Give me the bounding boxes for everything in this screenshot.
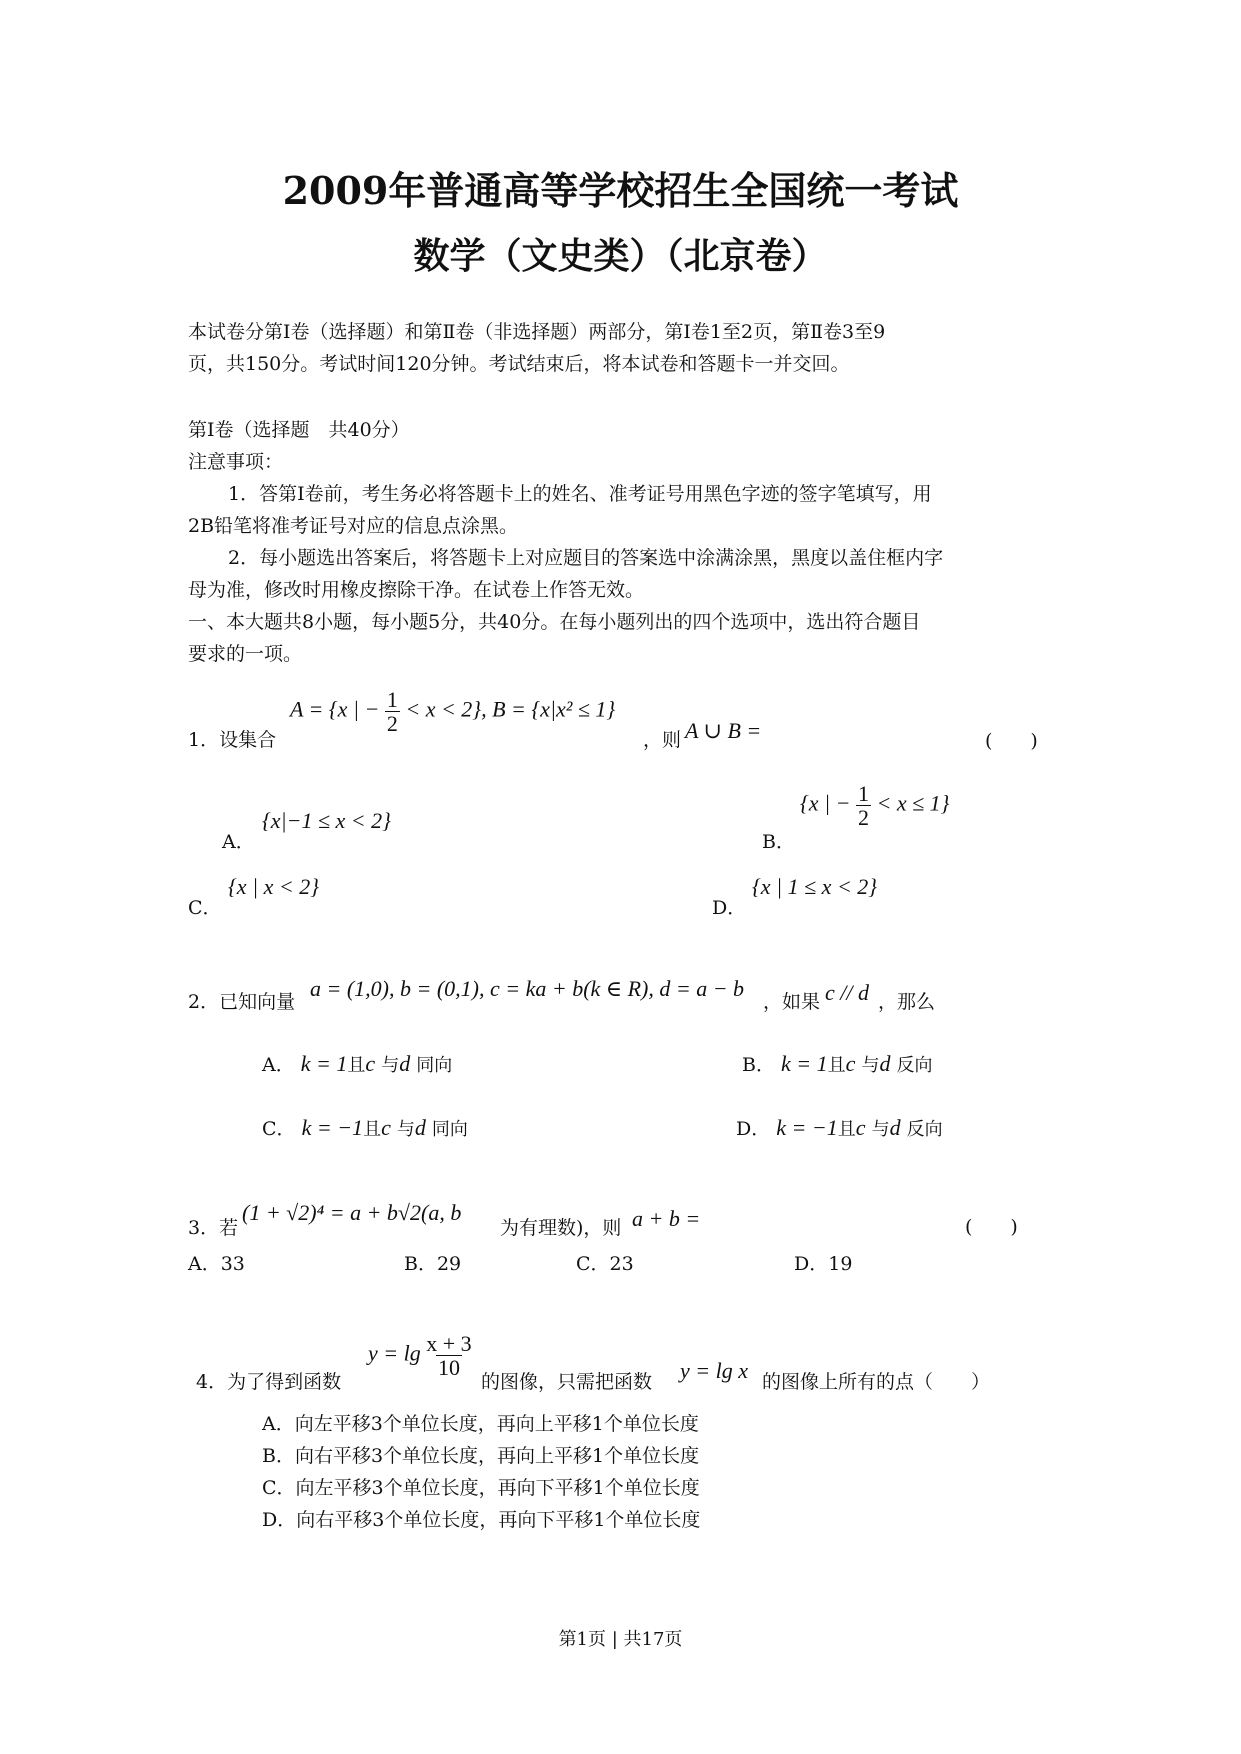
q4-option-c: C．向左平移3个单位长度，再向下平移1个单位长度 (262, 1477, 700, 1499)
page-footer: 第1页 | 共17页 (558, 1629, 683, 1650)
q3-option-a: A．33 (188, 1253, 245, 1275)
q1-mid-text: ，则 (643, 729, 682, 751)
q3-answer-paren: ( ) (965, 1216, 1018, 1238)
section1-line-2: 要求的一项。 (188, 643, 303, 665)
q4-mid-text: 的图像，只需把函数 (481, 1371, 653, 1393)
part1-heading: 第Ⅰ卷（选择题 共40分） (188, 419, 410, 441)
q3-expression: (1 + √2)⁴ = a + b√2(a, b (242, 1200, 462, 1225)
q3-mid-text: 为有理数)，则 (500, 1217, 622, 1239)
q1-option-c-label: C． (188, 897, 222, 919)
q1-set-expression: A = {x | − $\frac{1}{2}$ < x < 2}, B = {x|x² ≤ 1} (290, 687, 616, 737)
q2-option-d: D． k = −1且c 与d 反向 (736, 1115, 943, 1140)
q1-number: 1．设集合 (188, 729, 277, 751)
q3-sum-expression: a + b = (632, 1206, 701, 1231)
q4-option-a: A．向左平移3个单位长度，再向上平移1个单位长度 (262, 1413, 699, 1435)
notice-line-3: 2．每小题选出答案后，将答题卡上对应题目的答案选中涂满涂黑，黑度以盖住框内字 (228, 547, 944, 569)
q1-option-b-label: B． (762, 831, 795, 853)
q2-condition: c // d (825, 980, 869, 1005)
q3-option-d: D．19 (794, 1253, 853, 1275)
section1-line-1: 一、本大题共8小题，每小题5分，共40分。在每小题列出的四个选项中，选出符合题目 (188, 611, 921, 633)
intro-line-1: 本试卷分第Ⅰ卷（选择题）和第Ⅱ卷（非选择题）两部分，第Ⅰ卷1至2页，第Ⅱ卷3至9 (188, 321, 886, 343)
q4-function: y = lg $\frac{x + 3}{10}$ (368, 1331, 472, 1381)
q2-number: 2．已知向量 (188, 991, 296, 1013)
q1-option-a-label: A． (222, 831, 255, 853)
q1-option-d-label: D． (712, 897, 747, 919)
q2-end-text: ，那么 (878, 991, 936, 1013)
q2-option-c: C． k = −1且c 与d 同向 (262, 1115, 468, 1140)
q4-option-d: D．向右平移3个单位长度，再向下平移1个单位长度 (262, 1509, 701, 1531)
q4-end-text: 的图像上所有的点（ ） (762, 1371, 991, 1393)
q4-option-b: B．向右平移3个单位长度，再向上平移1个单位长度 (262, 1445, 700, 1467)
q3-option-c: C．23 (576, 1253, 634, 1275)
q4-number: 4．为了得到函数 (196, 1371, 342, 1393)
q2-option-a: A． k = 1且c 与d 同向 (262, 1051, 453, 1076)
q2-mid-text: ，如果 (763, 991, 821, 1013)
q1-option-d: {x | 1 ≤ x < 2} (752, 874, 878, 899)
notice-line-2: 2B铅笔将准考证号对应的信息点涂黑。 (188, 515, 519, 537)
exam-subtitle: 数学（文史类）（北京卷） (413, 235, 828, 277)
notice-line-1: 1．答第Ⅰ卷前，考生务必将答题卡上的姓名、准考证号用黑色字迹的签字笔填写，用 (228, 483, 932, 505)
q2-option-b: B． k = 1且c 与d 反向 (742, 1051, 933, 1076)
notice-heading: 注意事项： (188, 451, 284, 473)
q1-option-a: {x|−1 ≤ x < 2} (262, 808, 391, 833)
q1-answer-paren: ( ) (985, 730, 1038, 752)
intro-line-2: 页，共150分。考试时间120分钟。考试结束后，将本试卷和答题卡一并交回。 (188, 353, 850, 375)
exam-title: 2009年普通高等学校招生全国统一考试 (282, 168, 959, 213)
q1-union-expression: A ∪ B = (685, 718, 762, 743)
q4-base-function: y = lg x (680, 1358, 748, 1383)
q1-option-c: {x | x < 2} (228, 874, 320, 899)
notice-line-4: 母为准，修改时用橡皮擦除干净。在试卷上作答无效。 (188, 579, 645, 601)
q3-number: 3．若 (188, 1217, 239, 1239)
q3-option-b: B．29 (404, 1253, 462, 1275)
q1-option-b: {x | − $\frac{1}{2}$ < x ≤ 1} (800, 781, 950, 831)
q2-vector-definition: a = (1,0), b = (0,1), c = ka + b(k ∈ R), d = a − b (310, 976, 745, 1001)
